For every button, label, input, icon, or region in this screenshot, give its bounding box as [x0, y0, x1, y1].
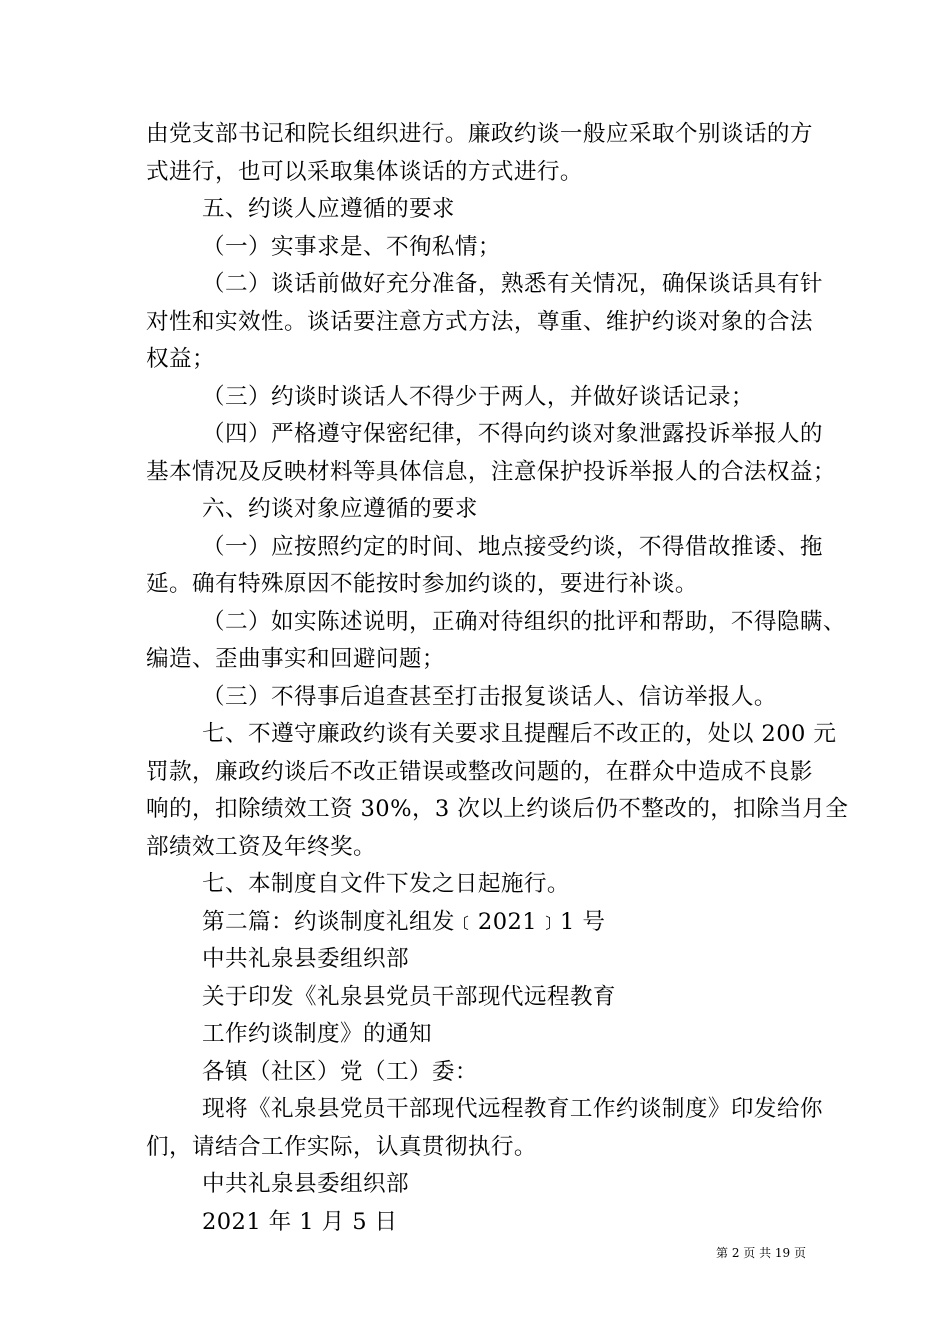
document-body — [146, 116, 849, 1241]
text-line: 各镇（社区）党（工）委： — [202, 1058, 478, 1085]
text-line: 由党支部书记和院长组织进行。廉政约谈一般应采取个别谈话的方 — [146, 121, 813, 147]
text-line: （四）严格遵守保密纪律，不得向约谈对象泄露投诉举报人的 — [202, 421, 823, 447]
text-line: 第二篇：约谈制度礼组发﹝2021﹞1 号 — [202, 908, 606, 935]
text-line: 中共礼泉县委组织部 — [202, 946, 409, 972]
text-line: 基本情况及反映材料等具体信息，注意保护投诉举报人的合法权益； — [146, 458, 836, 485]
text-line: 六、约谈对象应遵循的要求 — [202, 496, 478, 522]
text-line: 七、本制度自文件下发之日起施行。 — [202, 871, 570, 897]
text-line: 关于印发《礼泉县党员干部现代远程教育 — [202, 983, 616, 1010]
text-line: 2021 年 1 月 5 日 — [202, 1208, 398, 1235]
text-line: （三）约谈时谈话人不得少于两人，并做好谈话记录； — [202, 383, 754, 410]
text-line: 部绩效工资及年终奖。 — [146, 833, 376, 860]
text-line: 现将《礼泉县党员干部现代远程教育工作约谈制度》印发给你 — [202, 1096, 823, 1122]
text-line: 们，请结合工作实际，认真贯彻执行。 — [146, 1133, 537, 1160]
text-line: 罚款，廉政约谈后不改正错误或整改问题的，在群众中造成不良影 — [146, 758, 813, 785]
text-line: 七、不遵守廉政约谈有关要求且提醒后不改正的，处以 200 元 — [202, 721, 837, 747]
text-line: （一）应按照约定的时间、地点接受约谈，不得借故推诿、拖 — [202, 533, 823, 560]
text-line: 延。确有特殊原因不能按时参加约谈的，要进行补谈。 — [146, 571, 698, 597]
text-line: 式进行，也可以采取集体谈话的方式进行。 — [146, 158, 583, 185]
text-line: 五、约谈人应遵循的要求 — [202, 196, 455, 222]
text-line: （三）不得事后追查甚至打击报复谈话人、信访举报人。 — [202, 683, 777, 710]
text-line: （二）谈话前做好充分准备，熟悉有关情况，确保谈话具有针 — [202, 271, 823, 297]
text-line: 响的，扣除绩效工资 30%，3 次以上约谈后仍不整改的，扣除当月全 — [146, 796, 849, 822]
text-line: 编造、歪曲事实和回避问题； — [146, 646, 445, 672]
text-line: （二）如实陈述说明，正确对待组织的批评和帮助，不得隐瞒、 — [202, 608, 846, 635]
text-line: 权益； — [146, 346, 215, 372]
text-line: （一）实事求是、不徇私情； — [202, 233, 501, 260]
page-number: 第 2 页 共 19 页 — [716, 1246, 806, 1260]
text-line: 工作约谈制度》的通知 — [202, 1021, 432, 1047]
text-line: 中共礼泉县委组织部 — [202, 1171, 409, 1197]
text-line: 对性和实效性。谈话要注意方式方法，尊重、维护约谈对象的合法 — [146, 308, 813, 335]
